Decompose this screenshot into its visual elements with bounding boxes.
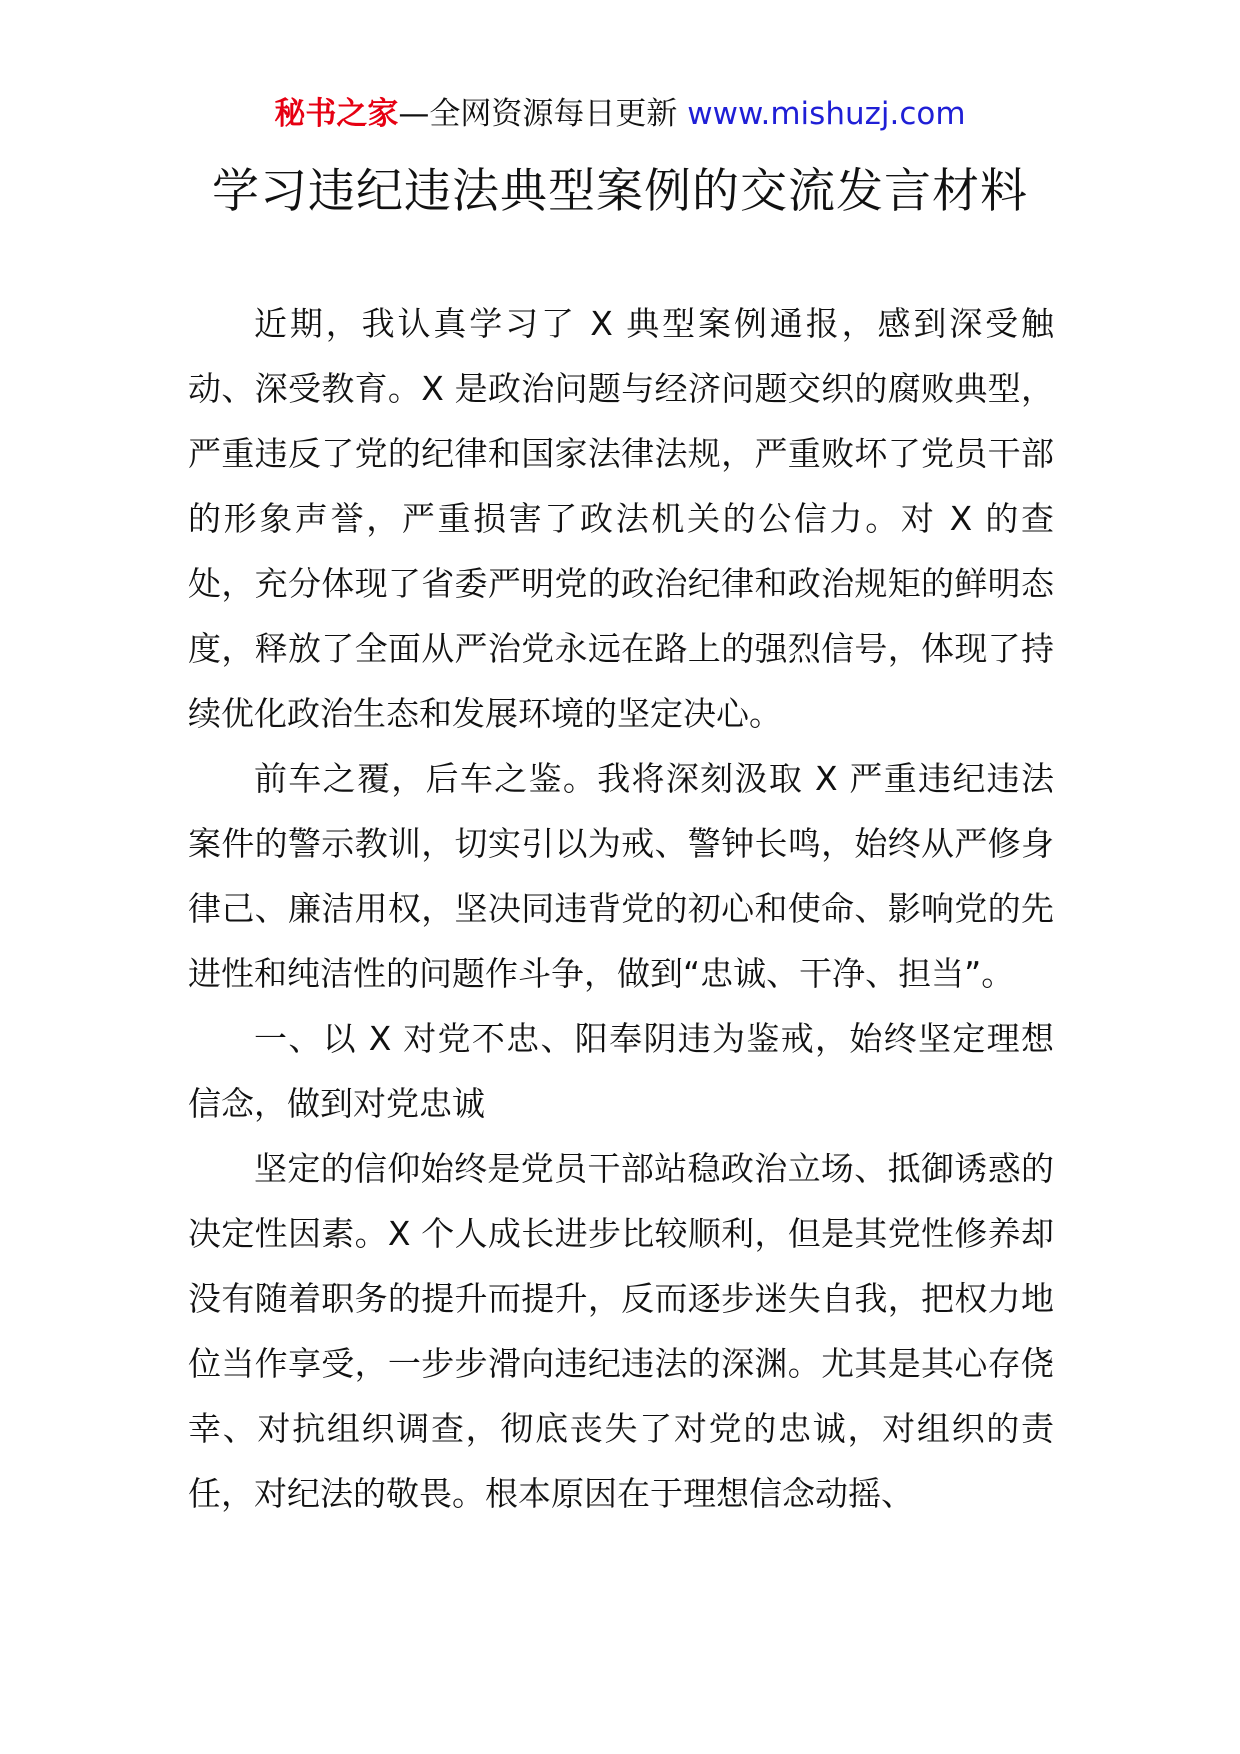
brand-name: 秘书之家 <box>274 96 399 132</box>
site-header <box>0 94 1240 134</box>
site-url-link[interactable]: www.mishuzj.com <box>687 96 966 132</box>
document-title: 学习违纪违法典型案例的交流发言材料 <box>212 164 1028 219</box>
paragraph-lesson: 前车之覆，后车之鉴。我将深刻汲取 X 严重违纪违法案件的警示教训，切实引以为戒、警钟长鸣，始终从严修身律己、廉洁用权，坚决同违背党的初心和使命、影响党的先进性和纯洁性的问题作斗争，做到“忠诚、干净、担当”。 <box>188 759 1054 993</box>
paragraph-section-1: 坚定的信仰始终是党员干部站稳政治立场、抵御诱惑的决定性因素。X 个人成长进步比较顺利，但是其党性修养却没有随着职务的提升而提升，反而逐步迷失自我，把权力地位当作享受，一步步滑向违纪违法的深渊。尤其是其心存侥幸、对抗组织调查，彻底丧失了对党的忠诚，对组织的责任，对纪法的敬畏。根本原因在于理想信念动摇、 <box>188 1149 1054 1513</box>
paragraph-intro: 近期，我认真学习了 X 典型案例通报，感到深受触动、深受教育。X 是政治问题与经济问题交织的腐败典型，严重违反了党的纪律和国家法律法规，严重败坏了党员干部的形象声誉，严重损害了政法机关的公信力。对 X 的查处，充分体现了省委严明党的政治纪律和政治规矩的鲜明态度，释放了全面从严治党永远在路上的强烈信号，体现了持续优化政治生态和发展环境的坚定决心。 <box>188 304 1054 733</box>
header-tagline: —全网资源每日更新 <box>398 96 688 132</box>
document-body <box>188 291 1054 1526</box>
section-heading-1: 一、以 X 对党不忠、阳奉阴违为鉴戒，始终坚定理想信念，做到对党忠诚 <box>188 1019 1054 1123</box>
